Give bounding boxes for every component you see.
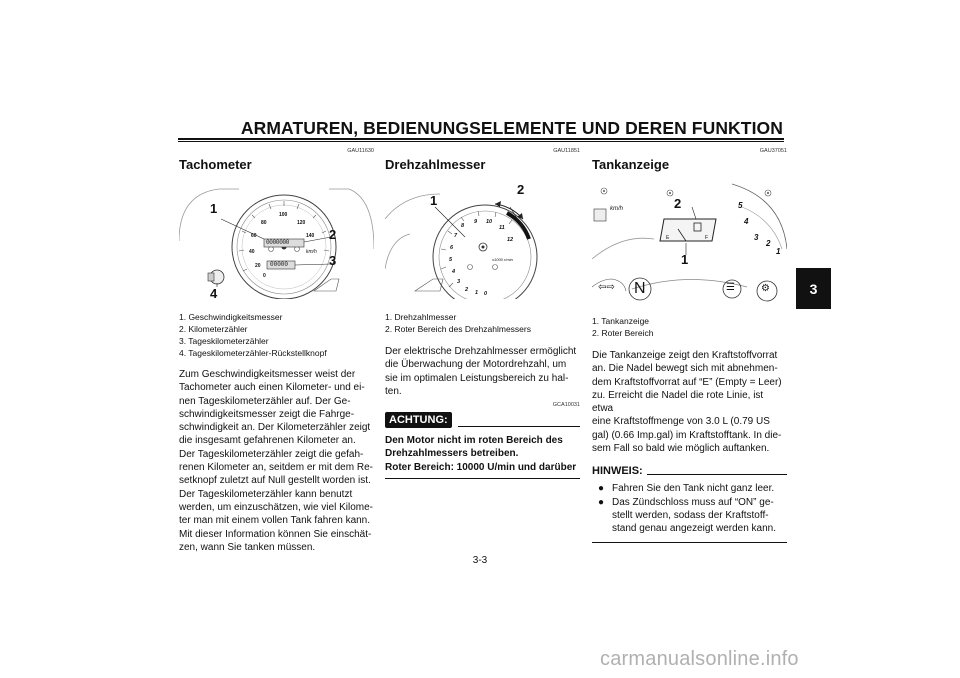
notice-line bbox=[458, 426, 580, 427]
dial-number: 4 bbox=[452, 269, 456, 275]
tachometer-figure bbox=[179, 179, 374, 299]
caption-item: 1. Geschwindigkeitsmesser bbox=[179, 312, 283, 322]
notice-code: GCA10031 bbox=[552, 402, 580, 409]
gauge-letter-f: F bbox=[705, 235, 709, 241]
text-line: ter man mit einem vollen Tank fahren kann. bbox=[179, 515, 371, 527]
text-line: zen, wann Sie tanken müssen. bbox=[179, 541, 316, 553]
text-line: nen Tageskilometerzähler auf. Der Ge- bbox=[179, 395, 351, 407]
dial-number: 3 bbox=[754, 233, 759, 242]
drehzahlmesser-illustration bbox=[385, 179, 580, 299]
hinweis-label: HINWEIS: bbox=[592, 465, 643, 478]
notice-text bbox=[385, 434, 580, 474]
section-tachometer bbox=[179, 148, 374, 554]
text-line: setknopf zuletzt auf Null gestellt worden ist. bbox=[179, 475, 371, 487]
dial-number: 100 bbox=[279, 212, 288, 218]
dial-number: 1 bbox=[776, 247, 781, 256]
callout-3: 3 bbox=[329, 253, 337, 268]
dial-number: 0 bbox=[484, 291, 488, 297]
text-line: stand genau angezeigt werden kann. bbox=[612, 523, 777, 535]
body-paragraph bbox=[592, 349, 787, 455]
text-line: zu. Erreicht die Nadel die rote Linie, ist etwa bbox=[592, 389, 764, 415]
text-line: ten. bbox=[385, 385, 402, 397]
dial-number: 1 bbox=[475, 290, 479, 296]
section-code: GAU37051 bbox=[759, 148, 787, 154]
dial-number: 80 bbox=[261, 220, 267, 226]
turn-signal-icon: ⇦⇨ bbox=[598, 282, 615, 293]
dial-number: 5 bbox=[738, 201, 743, 210]
callout-1: 1 bbox=[430, 193, 438, 208]
engine-warning-icon: ⚙ bbox=[761, 283, 770, 294]
section-code: GAU11630 bbox=[347, 148, 374, 154]
text-line: sem Fall so bald wie möglich auftanken. bbox=[592, 443, 770, 455]
page-number: 3-3 bbox=[472, 555, 488, 566]
text-line: werden, um einzuschätzen, wie viel Kilome- bbox=[179, 501, 373, 513]
chapter-tab: 3 bbox=[796, 268, 831, 309]
dial-number: 40 bbox=[249, 249, 255, 255]
caption-item: 4. Tageskilometerzähler-Rückstellknopf bbox=[179, 348, 327, 358]
dial-number: 3 bbox=[457, 279, 461, 285]
hinweis-header bbox=[592, 465, 787, 477]
text-line: Die Tankanzeige zeigt den Kraftstoffvorrat bbox=[592, 350, 778, 361]
text-line: stellt werden, sodass der Kraftstoff- bbox=[612, 509, 769, 521]
speed-unit: km/h bbox=[306, 249, 317, 255]
gauge-letter-e: E bbox=[666, 235, 670, 241]
dial-number: 10 bbox=[486, 219, 493, 225]
section-title: Tankanzeige bbox=[592, 157, 670, 172]
notice-end-rule bbox=[385, 478, 580, 479]
callout-1: 1 bbox=[210, 201, 218, 216]
text-line: eine Kraftstoffmenge von 3.0 L (0.79 US bbox=[592, 416, 770, 428]
caption-item: 1. Tankanzeige bbox=[592, 316, 650, 326]
section-title: Tachometer bbox=[179, 157, 252, 172]
neutral-indicator: N bbox=[634, 280, 646, 297]
tripmeter-display: 00000 bbox=[270, 261, 289, 268]
text-line: gal) (0.66 Imp.gal) im Kraftstofftank. In die- bbox=[592, 429, 782, 441]
list-item bbox=[592, 482, 787, 495]
callout-4: 4 bbox=[210, 286, 218, 301]
dial-number: 0 bbox=[263, 273, 266, 279]
watermark: carmanualsonline.info bbox=[600, 648, 799, 670]
callout-1: 1 bbox=[681, 252, 689, 267]
dial-number: 60 bbox=[251, 233, 257, 239]
caption-item: 2. Kilometerzähler bbox=[179, 324, 248, 334]
section-drehzahlmesser bbox=[385, 148, 580, 479]
text-line: Der elektrische Drehzahlmesser ermöglicht bbox=[385, 346, 577, 357]
text-line: Das Zündschloss muss auf “ON” ge- bbox=[612, 496, 774, 508]
section-title: Drehzahlmesser bbox=[385, 157, 486, 172]
text-line: Der Tageskilometerzähler kann benutzt bbox=[179, 488, 353, 500]
text-line: schwindigkeitsmesser zeigt die Fahrge- bbox=[179, 408, 355, 420]
hinweis-list bbox=[592, 482, 787, 535]
text-line: schwindigkeit an. Der Kilometerzähler zeigt bbox=[179, 422, 371, 434]
bullet-icon: ● bbox=[598, 483, 605, 495]
body-paragraph bbox=[385, 345, 580, 398]
bullet-icon: ● bbox=[598, 496, 605, 508]
dial-number: 11 bbox=[499, 225, 505, 231]
figure-caption bbox=[592, 315, 787, 339]
header-rule bbox=[178, 138, 784, 140]
caption-item: 2. Roter Bereich bbox=[592, 328, 654, 338]
callout-2: 2 bbox=[517, 182, 525, 197]
section-code: GAU11851 bbox=[553, 148, 580, 154]
headlight-icon: ☰ bbox=[726, 282, 735, 293]
dial-unit: x1000 r/min bbox=[492, 257, 513, 262]
dial-number: 7 bbox=[454, 233, 458, 239]
dial-number: 120 bbox=[297, 220, 306, 226]
header-rule-thin bbox=[178, 141, 784, 142]
notice-label: ACHTUNG: bbox=[385, 412, 452, 428]
text-line: Drehzahlmessers betreiben. bbox=[385, 448, 519, 460]
text-line: Roter Bereich: 10000 U/min und darüber bbox=[385, 461, 577, 473]
odometer-display: 0000000 bbox=[266, 239, 290, 246]
text-line: Der Tageskilometerzähler zeigt die gefah- bbox=[179, 448, 364, 460]
dial-number: 140 bbox=[306, 233, 315, 239]
dial-number: 8 bbox=[461, 223, 465, 229]
text-line: dem Kraftstoffvorrat auf “E” (Empty = Leer) bbox=[592, 376, 782, 388]
caption-item: 3. Tageskilometerzähler bbox=[179, 336, 269, 346]
dial-number: 9 bbox=[474, 219, 478, 225]
text-line: Zum Geschwindigkeitsmesser weist der bbox=[179, 369, 356, 380]
list-item bbox=[592, 496, 787, 536]
notice-header bbox=[385, 412, 580, 428]
text-line: Fahren Sie den Tank nicht ganz leer. bbox=[612, 483, 775, 495]
body-paragraph bbox=[179, 368, 374, 554]
dial-number: 2 bbox=[766, 239, 771, 248]
text-line: an. Die Nadel bewegt sich mit abnehmen- bbox=[592, 363, 778, 375]
dial-number: 2 bbox=[465, 287, 469, 293]
caption-item: 1. Drehzahlmesser bbox=[385, 312, 457, 322]
page-header-title: ARMATUREN, BEDIENUNGSELEMENTE UND DEREN FUNKTION bbox=[240, 118, 783, 138]
speed-unit: km/h bbox=[610, 206, 624, 212]
text-line: renen Kilometer an, seitdem er mit dem Re- bbox=[179, 462, 373, 474]
figure-caption bbox=[179, 311, 374, 359]
dial-number: 12 bbox=[507, 237, 514, 243]
dial-number: 6 bbox=[450, 245, 454, 251]
text-line: Tachometer auch einen Kilometer- und ei- bbox=[179, 382, 365, 394]
callout-2: 2 bbox=[329, 227, 337, 242]
text-line: die insgesamt gefahrenen Kilometer an. bbox=[179, 435, 356, 447]
hinweis-line bbox=[647, 474, 787, 475]
figure-caption bbox=[385, 311, 580, 335]
text-line: sie im optimalen Leistungsbereich zu hal- bbox=[385, 372, 569, 384]
caption-item: 2. Roter Bereich des Drehzahlmessers bbox=[385, 324, 531, 334]
text-line: die Überwachung der Motordrehzahl, um bbox=[385, 359, 567, 371]
dial-number: 5 bbox=[449, 257, 453, 263]
text-line: Mit dieser Information können Sie einschät- bbox=[179, 528, 372, 540]
section-tankanzeige bbox=[592, 148, 787, 543]
dial-number: 20 bbox=[255, 263, 261, 269]
drehzahlmesser-figure bbox=[385, 179, 580, 299]
callout-2: 2 bbox=[674, 196, 682, 211]
hinweis-end-rule bbox=[592, 542, 787, 543]
tankanzeige-figure bbox=[592, 179, 787, 299]
text-line: Den Motor nicht im roten Bereich des bbox=[385, 435, 563, 447]
dial-number: 4 bbox=[744, 217, 749, 226]
